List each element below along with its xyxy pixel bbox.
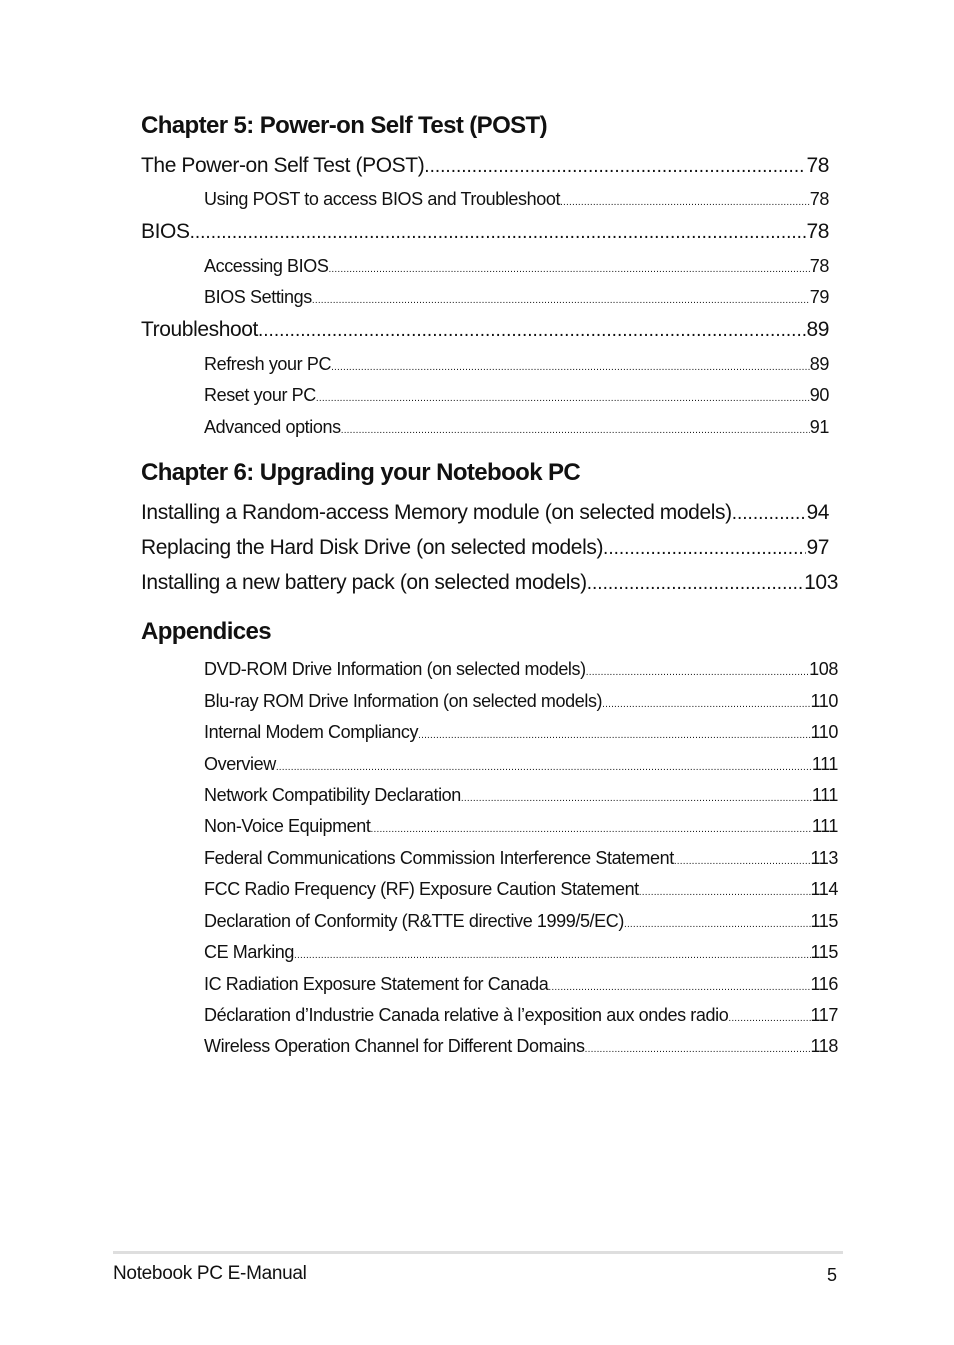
toc-entry-label: Wireless Operation Channel for Different Domains <box>204 1036 585 1056</box>
toc-entry-label: Replacing the Hard Disk Drive (on selected models) <box>141 536 604 559</box>
leader-dots <box>548 976 810 1000</box>
leader-dots <box>585 1038 811 1062</box>
toc-entry-label: Reset your PC <box>204 385 316 405</box>
footer-page-number: 5 <box>827 1265 838 1285</box>
toc-entry-label: IC Radiation Exposure Statement for Canada <box>204 974 549 994</box>
toc-entry-label: Federal Communications Commission Interference Statement <box>204 848 674 868</box>
toc-entry-conformity[interactable] <box>204 909 838 933</box>
toc-entry-fcc-interference[interactable] <box>204 846 838 870</box>
chapter-6-heading: Chapter 6: Upgrading your Notebook PC <box>141 459 581 486</box>
toc-page-number: 78 <box>806 154 829 177</box>
toc-entry-label: Refresh your PC <box>204 354 332 374</box>
toc-entry-label: FCC Radio Frequency (RF) Exposure Caution Statement <box>204 879 639 899</box>
toc-entry-blu-ray[interactable] <box>204 689 838 713</box>
toc-entry-overview[interactable] <box>204 752 838 776</box>
toc-entry-using-post[interactable] <box>204 187 829 211</box>
toc-entry-label: Installing a new battery pack (on selected models) <box>141 571 587 594</box>
toc-entry-label: Using POST to access BIOS and Troubleshoot <box>204 189 561 209</box>
toc-entry-label: Overview <box>204 754 276 774</box>
toc-page-number: 110 <box>810 691 838 711</box>
leader-dots <box>586 661 809 685</box>
toc-page-number: 117 <box>810 1005 838 1025</box>
toc-entry-label: BIOS <box>141 220 190 243</box>
toc-entry-label: Advanced options <box>204 417 341 437</box>
leader-dots <box>560 191 810 215</box>
toc-entry-bios[interactable] <box>141 218 829 246</box>
toc-entry-label: Blu-ray ROM Drive Information (on selected models) <box>204 691 603 711</box>
toc-page-number: 118 <box>810 1036 838 1056</box>
leader-dots <box>258 317 806 345</box>
toc-entry-network-compat[interactable] <box>204 783 838 807</box>
toc-page-number: 78 <box>809 189 829 209</box>
toc-entry-post[interactable] <box>141 152 829 180</box>
toc-entry-replace-hdd[interactable] <box>141 534 829 562</box>
toc-page-number: 108 <box>809 659 838 679</box>
leader-dots <box>461 787 812 811</box>
toc-page-number: 97 <box>806 536 829 559</box>
footer-rule <box>113 1251 843 1254</box>
leader-dots <box>418 724 810 748</box>
toc-page-number: 116 <box>810 974 838 994</box>
toc-entry-label: Déclaration d’Industrie Canada relative à l’exposition aux ondes radio <box>204 1005 729 1025</box>
leader-dots <box>276 756 812 780</box>
toc-page-number: 78 <box>806 220 829 243</box>
toc-page-number: 90 <box>809 385 829 405</box>
leader-dots <box>624 913 811 937</box>
toc-entry-label: Network Compatibility Declaration <box>204 785 461 805</box>
toc-entry-ce-marking[interactable] <box>204 940 838 964</box>
leader-dots <box>732 500 807 528</box>
toc-entry-install-battery[interactable] <box>141 569 838 597</box>
leader-dots <box>674 850 811 874</box>
toc-page-number: 110 <box>810 722 838 742</box>
leader-dots <box>371 818 812 842</box>
toc-entry-label: Accessing BIOS <box>204 256 329 276</box>
leader-dots <box>312 289 810 313</box>
leader-dots <box>294 944 810 968</box>
leader-dots <box>316 387 810 411</box>
leader-dots <box>328 258 809 282</box>
leader-dots <box>341 419 810 443</box>
toc-entry-fcc-rf[interactable] <box>204 877 838 901</box>
leader-dots <box>603 535 806 563</box>
toc-entry-label: BIOS Settings <box>204 287 312 307</box>
leader-dots <box>587 570 804 598</box>
toc-entry-label: Declaration of Conformity (R&TTE directive 1999/5/EC) <box>204 911 624 931</box>
toc-entry-troubleshoot[interactable] <box>141 316 829 344</box>
leader-dots <box>639 881 811 905</box>
toc-entry-reset-pc[interactable] <box>204 383 829 407</box>
toc-page-number: 89 <box>806 318 829 341</box>
toc-page-number: 111 <box>811 785 838 805</box>
toc-page-number: 111 <box>811 816 838 836</box>
toc-entry-accessing-bios[interactable] <box>204 254 829 278</box>
toc-page-number: 91 <box>809 417 829 437</box>
toc-page-number: 78 <box>809 256 829 276</box>
toc-entry-non-voice[interactable] <box>204 814 838 838</box>
toc-page-number: 79 <box>809 287 829 307</box>
toc-page-number: 113 <box>810 848 838 868</box>
footer-title: Notebook PC E-Manual <box>113 1263 307 1284</box>
toc-page-number: 111 <box>811 754 838 774</box>
toc-entry-declaration-canada[interactable] <box>204 1003 838 1027</box>
toc-entry-dvd-rom[interactable] <box>204 657 838 681</box>
leader-dots <box>424 153 806 181</box>
toc-page-number: 115 <box>810 911 838 931</box>
toc-entry-label: Internal Modem Compliancy <box>204 722 419 742</box>
toc-entry-advanced-options[interactable] <box>204 415 829 439</box>
toc-entry-label: CE Marking <box>204 942 295 962</box>
toc-page-number: 114 <box>810 879 838 899</box>
toc-entry-label: DVD-ROM Drive Information (on selected models) <box>204 659 586 679</box>
leader-dots <box>728 1007 810 1031</box>
toc-entry-modem[interactable] <box>204 720 838 744</box>
toc-page-number: 115 <box>810 942 838 962</box>
toc-entry-refresh-pc[interactable] <box>204 352 829 376</box>
toc-entry-label: Troubleshoot <box>141 318 258 341</box>
toc-entry-ic-radiation[interactable] <box>204 972 838 996</box>
toc-entry-bios-settings[interactable] <box>204 285 829 309</box>
appendices-heading: Appendices <box>141 618 272 645</box>
leader-dots <box>190 219 807 247</box>
toc-entry-wireless-channel[interactable] <box>204 1034 838 1058</box>
toc-page-number: 94 <box>806 501 829 524</box>
toc-entry-label: The Power-on Self Test (POST) <box>141 154 425 177</box>
toc-entry-install-ram[interactable] <box>141 499 829 527</box>
toc-entry-label: Installing a Random-access Memory module (on selected models) <box>141 501 732 524</box>
leader-dots <box>331 356 810 380</box>
leader-dots <box>602 693 810 717</box>
chapter-5-heading: Chapter 5: Power-on Self Test (POST) <box>141 112 548 139</box>
toc-entry-label: Non-Voice Equipment <box>204 816 371 836</box>
toc-page-number: 103 <box>804 571 838 594</box>
toc-page-number: 89 <box>809 354 829 374</box>
